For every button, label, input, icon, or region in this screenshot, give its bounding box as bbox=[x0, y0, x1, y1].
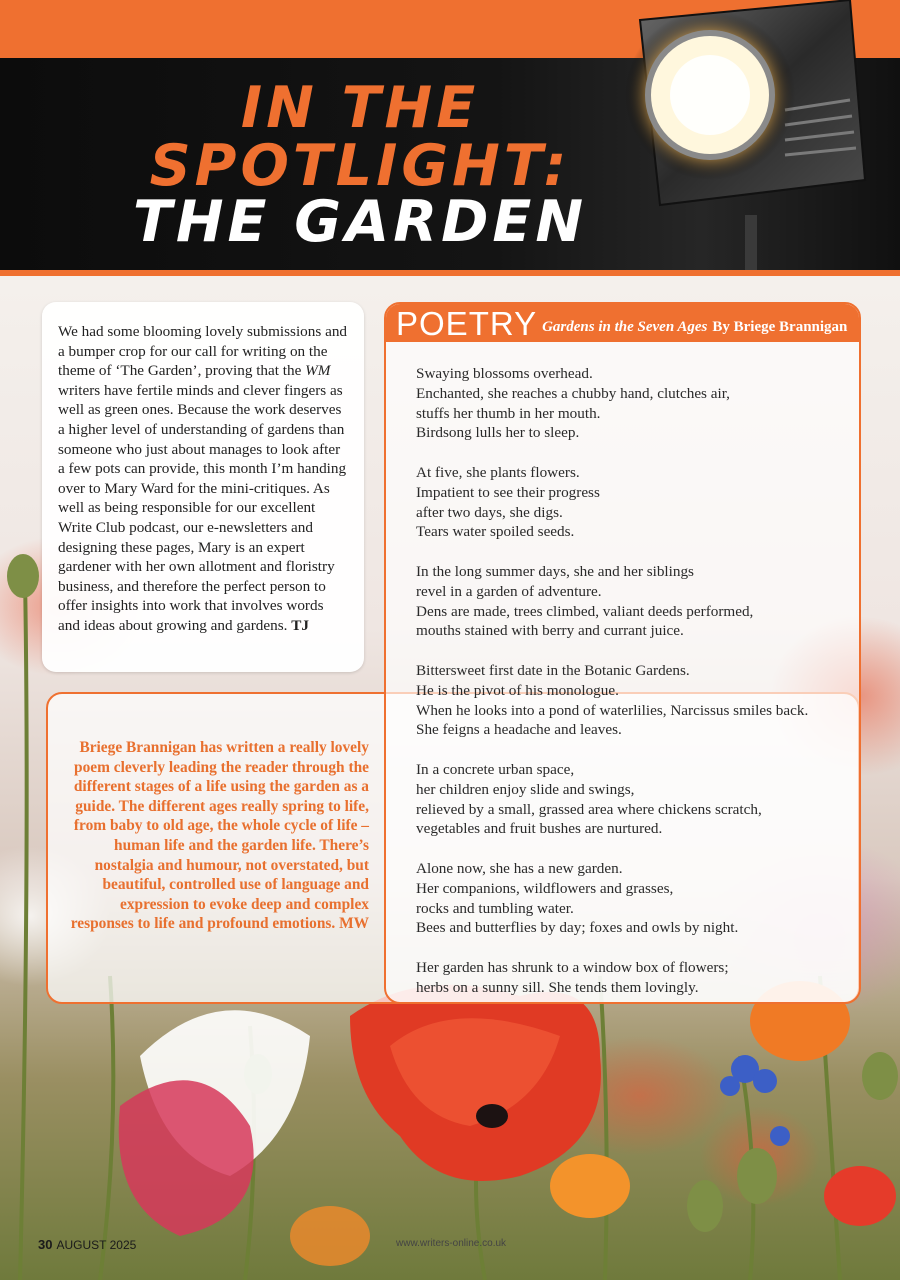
intro-text-wm: WM bbox=[305, 362, 331, 380]
poem-line: She feigns a headache and leaves. bbox=[416, 721, 622, 739]
poem-stanza bbox=[416, 859, 856, 938]
poem-line: after two days, she digs. bbox=[416, 503, 563, 521]
poem-category: POETRY bbox=[396, 305, 538, 342]
poem-line: mouths stained with berry and currant juice. bbox=[416, 622, 684, 640]
title-line-3: THE GARDEN bbox=[132, 189, 588, 255]
editor-intro-box bbox=[42, 302, 364, 672]
poem-stanza bbox=[416, 661, 856, 740]
spotlight-lamp-icon bbox=[600, 0, 900, 270]
poem-stanza bbox=[416, 760, 856, 839]
poem-line: herbs on a sunny sill. She tends them lovingly. bbox=[416, 978, 699, 996]
poem-line: Birdsong lulls her to sleep. bbox=[416, 424, 580, 442]
intro-signature: TJ bbox=[291, 616, 309, 634]
intro-text-a: We had some blooming lovely submissions and a bumper crop for our call for writing on the theme of ‘The Garden’, proving that the bbox=[58, 323, 348, 380]
poem-stanza bbox=[416, 958, 856, 998]
poem-line: stuffs her thumb in her mouth. bbox=[416, 404, 601, 422]
page-number: 30 bbox=[38, 1237, 53, 1252]
issue-date: AUGUST 2025 bbox=[56, 1238, 137, 1252]
critique-text: Briege Brannigan has written a really lovely poem cleverly leading the reader through the different stages of a life using the garden as a guide. The different ages really spring to life, from baby to old age, the whole cycle of life – human life and the garden life. There’s nostalgia and humour, not overstated, but beautiful, controlled use of language and expression to evoke deep and complex responses to life and profound emotions. MW bbox=[70, 739, 369, 933]
website-url: www.writers-online.co.uk bbox=[396, 1238, 507, 1249]
poem-header bbox=[386, 304, 859, 342]
poem-byline: By Briege Brannigan bbox=[712, 319, 848, 335]
poem-line: Her garden has shrunk to a window box of flowers; bbox=[416, 958, 729, 976]
poem-line: In the long summer days, she and her siblings bbox=[416, 562, 694, 580]
intro-paragraph bbox=[58, 322, 348, 636]
folio bbox=[38, 1237, 136, 1252]
poem-line: relieved by a small, grassed area where chickens scratch, bbox=[416, 800, 762, 818]
poem-stanza bbox=[416, 463, 856, 542]
poem-line: Her companions, wildflowers and grasses, bbox=[416, 879, 674, 897]
poem-line: her children enjoy slide and swings, bbox=[416, 780, 635, 798]
poem-line: At five, she plants flowers. bbox=[416, 463, 580, 481]
poem-line: He is the pivot of his monologue. bbox=[416, 681, 619, 699]
poem-line: vegetables and fruit bushes are nurtured. bbox=[416, 820, 663, 838]
poem-line: Bees and butterflies by day; foxes and owls by night. bbox=[416, 919, 739, 937]
header-bottom-stripe bbox=[0, 270, 900, 276]
poem-line: Impatient to see their progress bbox=[416, 483, 600, 501]
poem-title: Gardens in the Seven Ages bbox=[542, 319, 708, 335]
poem-stanza bbox=[416, 562, 856, 641]
title-line-1: IN THE bbox=[240, 75, 480, 141]
poem-line: In a concrete urban space, bbox=[416, 760, 575, 778]
title-line-2: SPOTLIGHT: bbox=[149, 133, 571, 199]
poem-line: Alone now, she has a new garden. bbox=[416, 859, 623, 877]
poem-line: When he looks into a pond of waterlilies, Narcissus smiles back. bbox=[416, 701, 809, 719]
poem-line: Bittersweet first date in the Botanic Gardens. bbox=[416, 661, 690, 679]
poem-stanza bbox=[416, 364, 856, 443]
poem-line: revel in a garden of adventure. bbox=[416, 582, 602, 600]
poem-line: Enchanted, she reaches a chubby hand, clutches air, bbox=[416, 384, 730, 402]
poem-line: Swaying blossoms overhead. bbox=[416, 365, 593, 382]
poem-line: Tears water spoiled seeds. bbox=[416, 523, 575, 541]
poem-line: Dens are made, trees climbed, valiant deeds performed, bbox=[416, 602, 754, 620]
poem-line: rocks and tumbling water. bbox=[416, 899, 574, 917]
poem-box bbox=[384, 302, 861, 1004]
intro-text-b: writers have fertile minds and clever fingers as well as green ones. Because the work deserves a higher level of understanding of gardens than someone who just about manages to look after a few pots can provide, this month I’m handing over to Mary Ward for the mini-critiques. As well as being responsible for our excellent Write Club podcast, our e-newsletters and designing these pages, Mary is an expert gardener with her own allotment and floristry business, and therefore the perfect person to offer insights into work that involves words and ideas about growing and gardens. bbox=[58, 381, 347, 634]
poem-body bbox=[416, 364, 856, 1004]
